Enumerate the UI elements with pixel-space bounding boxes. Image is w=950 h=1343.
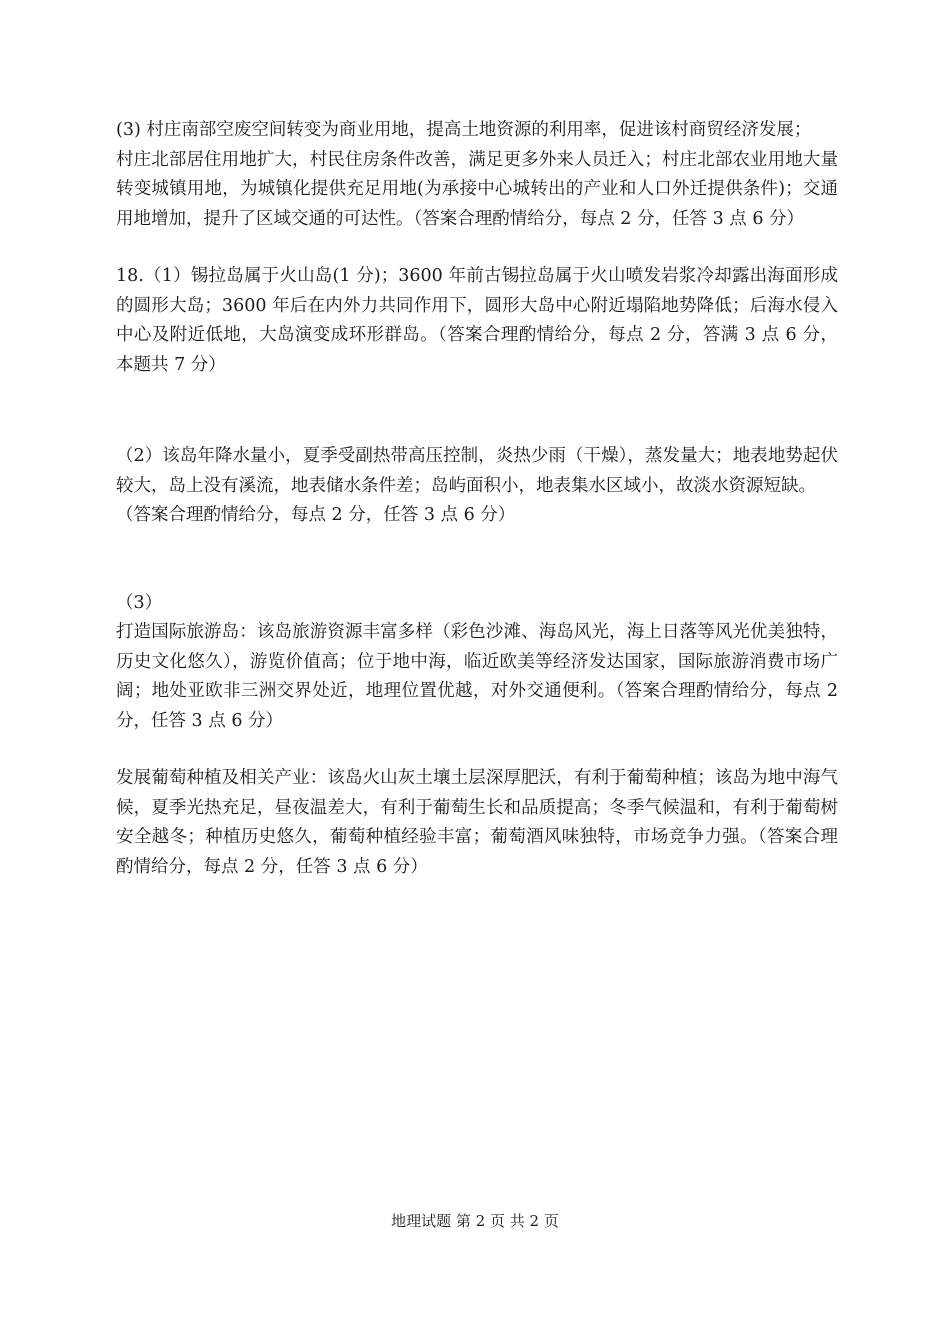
q18-1-answer: 18.（1）锡拉岛属于火山岛(1 分)；3600 年前古锡拉岛属于火山喷发岩浆冷却露出海面形成的圆形大岛；3600 年后在内外力共同作用下，圆形大岛中心附近塌陷地势降低；后海水侵入中心及附近低地，大岛演变成环形群岛。（答案合理酌情给分，每点 2 分，答满 3 点 6 分，本题共 7 分） bbox=[116, 266, 838, 375]
q18-3-label: （3） bbox=[116, 592, 163, 613]
q18-2-answer: （2）该岛年降水量小，夏季受副热带高压控制，炎热少雨（干燥），蒸发量大；地表地势起伏较大，岛上没有溪流，地表储水条件差；岛屿面积小，地表集水区域小，故淡水资源短缺。 bbox=[116, 446, 838, 496]
q17-3-paragraph-north: 村庄北部居住用地扩大，村民住房条件改善，满足更多外来人员迁入；村庄北部农业用地大量转变城镇用地，为城镇化提供充足用地(为承接中心城转出的产业和人口外迁提供条件)；交通用地增加，提升了区域交通的可达性。（答案合理酌情给分，每点 2 分，任答 3 点 6 分） bbox=[116, 149, 838, 229]
spacer bbox=[116, 380, 838, 442]
answer-content bbox=[116, 116, 838, 882]
q18-2-scoring-note: （答案合理酌情给分，每点 2 分，任答 3 点 6 分） bbox=[116, 505, 516, 525]
q18-3-tourism-answer: 打造国际旅游岛：该岛旅游资源丰富多样（彩色沙滩、海岛风光，海上日落等风光优美独特，历史文化悠久），游览价值高；位于地中海，临近欧美等经济发达国家，国际旅游消费市场广阔；地处亚欧非三洲交界处近，地理位置优越，对外交通便利。（答案合理酌情给分，每点 2 分，任答 3 点 6 分） bbox=[116, 622, 838, 731]
spacer bbox=[116, 736, 838, 764]
q18-3-grape-answer: 发展葡萄种植及相关产业：该岛火山灰土壤土层深厚肥沃，有利于葡萄种植；该岛为地中海气候，夏季光热充足，昼夜温差大，有利于葡萄生长和品质提高；冬季气候温和，有利于葡萄树安全越冬；种植历史悠久，葡萄种植经验丰富；葡萄酒风味独特，市场竞争力强。（答案合理酌情给分，每点 2 分，任答 3 点 6 分） bbox=[116, 768, 838, 877]
q17-3-paragraph-commercial: (3) 村庄南部空废空间转变为商业用地，提高土地资源的利用率，促进该村商贸经济发展； bbox=[116, 120, 812, 140]
spacer bbox=[116, 234, 838, 262]
spacer bbox=[116, 531, 838, 589]
page-footer: 地理试题 第 2 页 共 2 页 bbox=[391, 1212, 559, 1230]
